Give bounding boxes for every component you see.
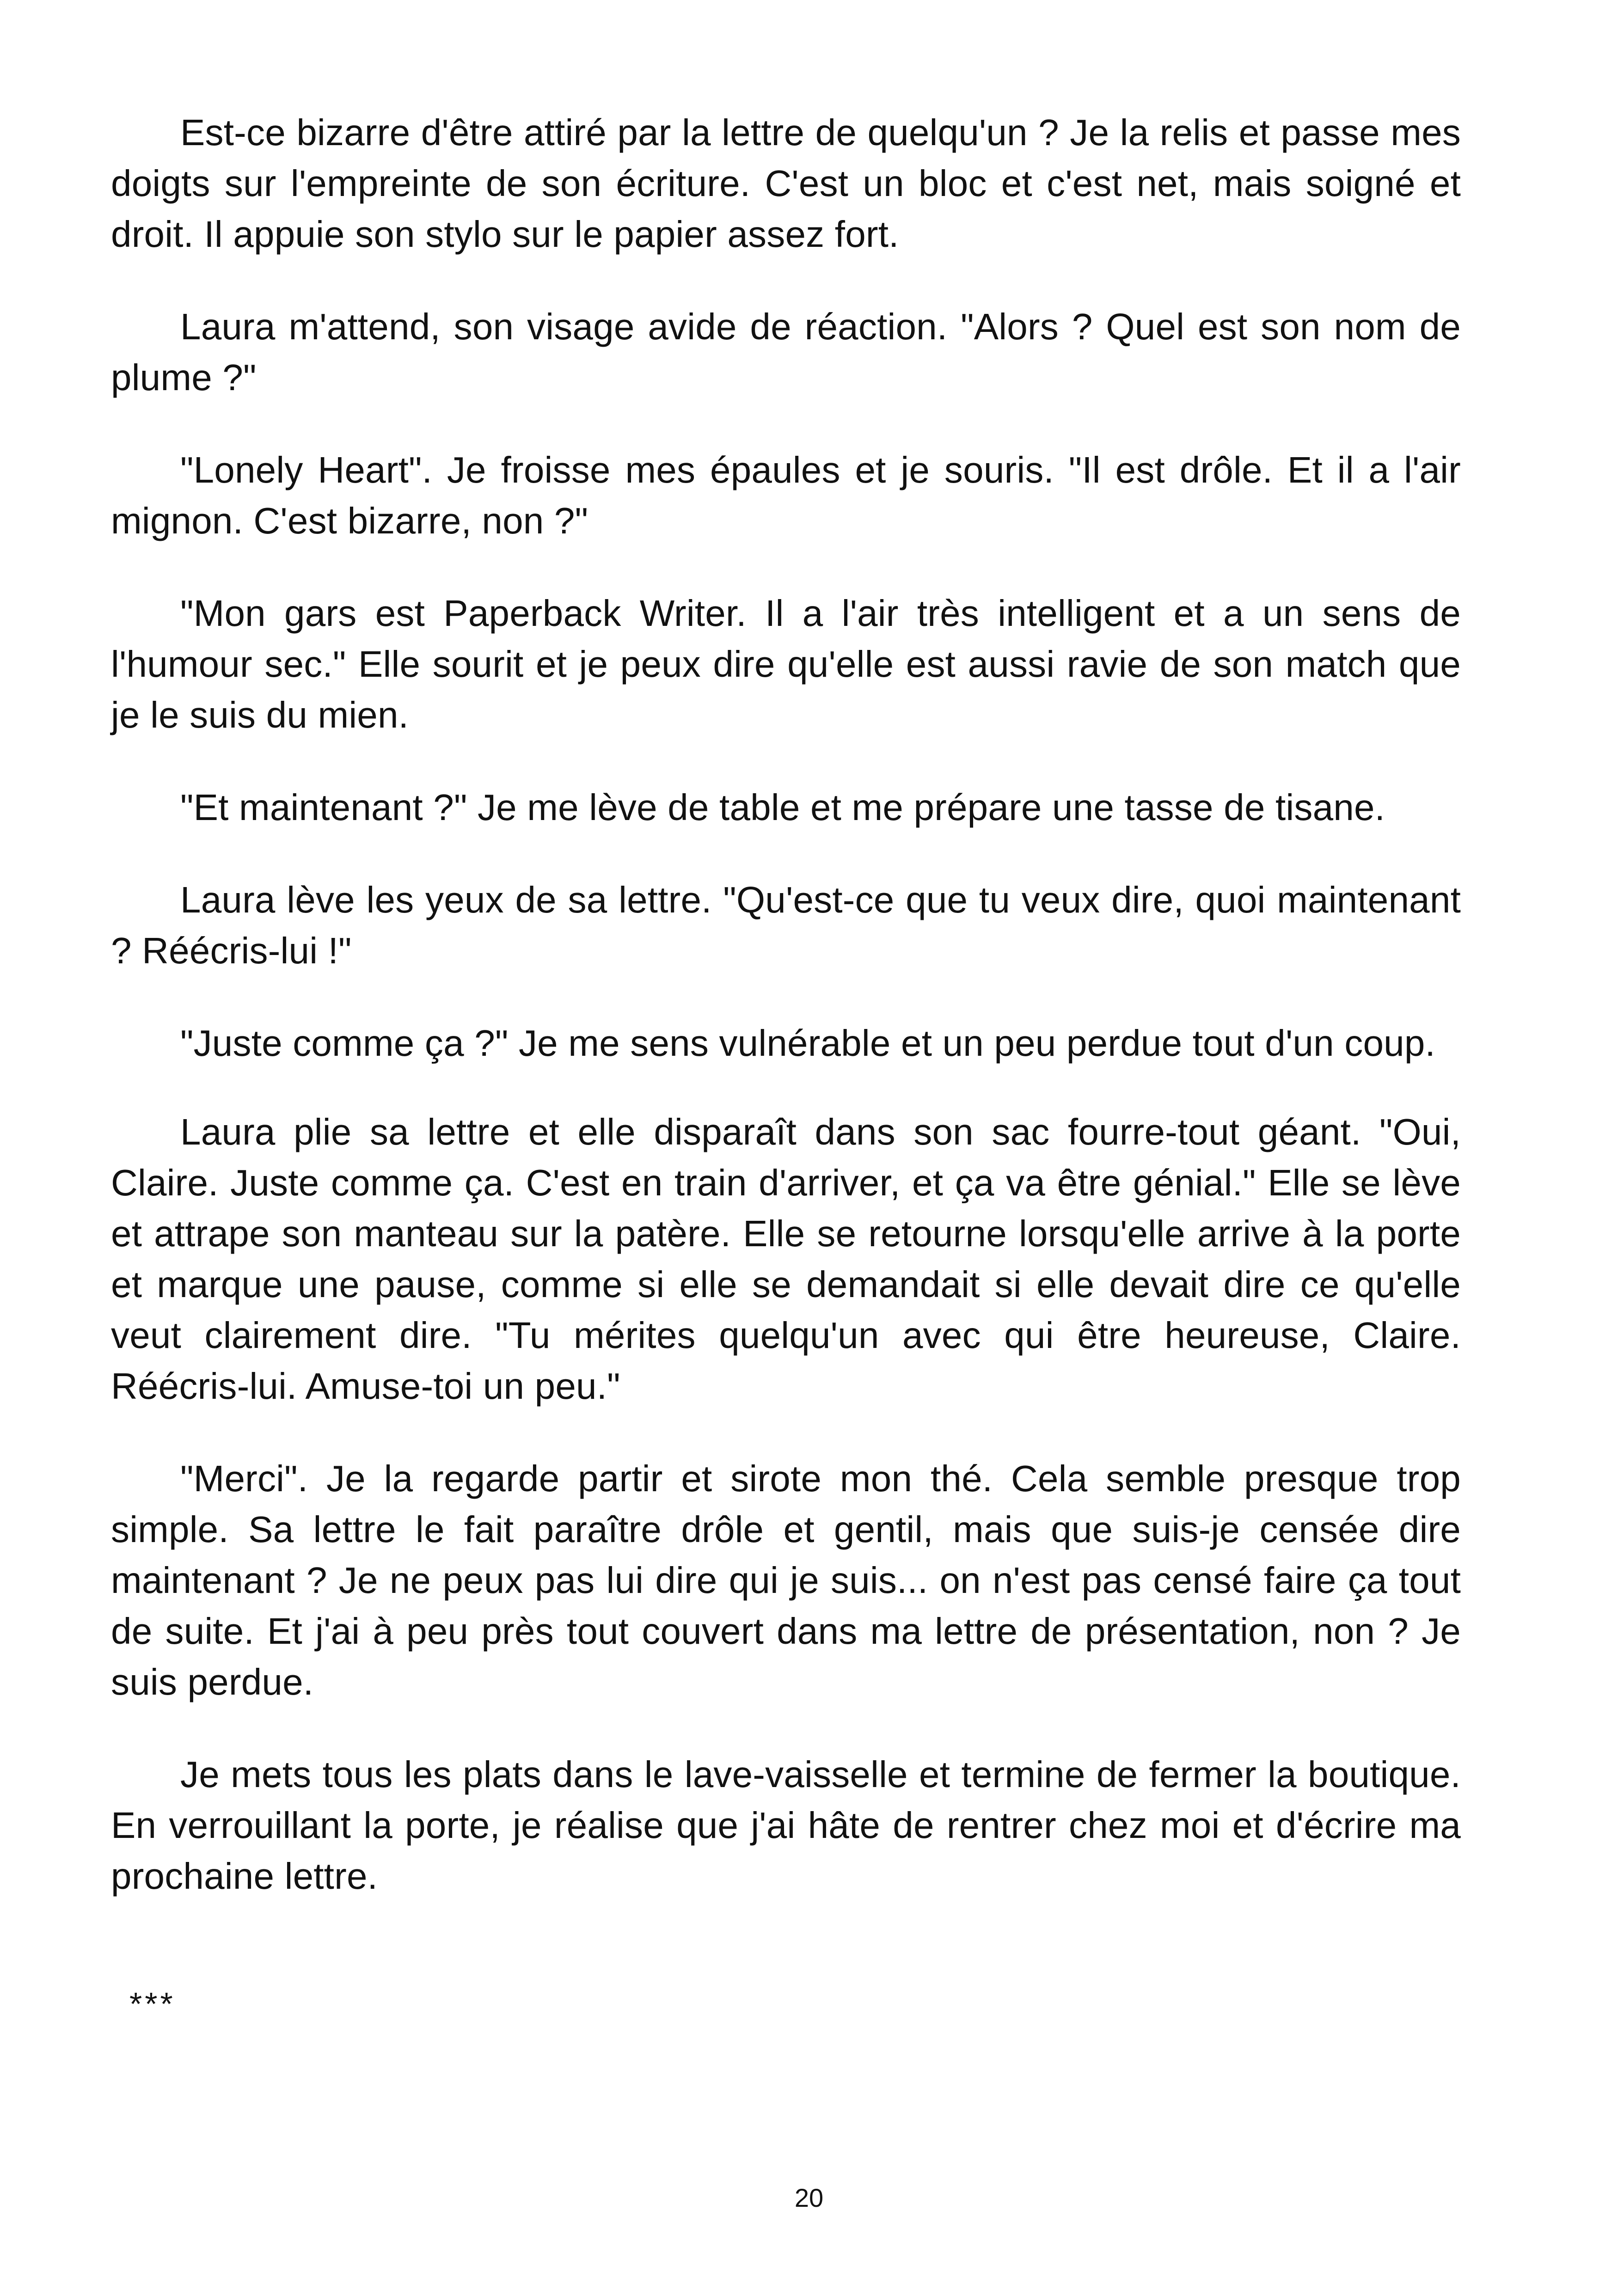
paragraph-7: "Juste comme ça ?" Je me sens vulnérable et un peu perdue tout d'un coup.: [180, 1022, 1435, 1064]
paragraph-3: "Lonely Heart". Je froisse mes épaules et je souris. "Il est drôle. Et il a l'air mignon. C'est bizarre, non ?": [111, 449, 1461, 541]
section-separator: ***: [129, 1986, 176, 2022]
page-number: 20: [794, 2183, 824, 2212]
paragraph-4: "Mon gars est Paperback Writer. Il a l'air très intelligent et a un sens de l'humour sec." Elle sourit et je peux dire qu'elle est aussi ravie de son match que je le suis du mien.: [111, 593, 1461, 735]
paragraph-8: Laura plie sa lettre et elle disparaît dans son sac fourre-tout géant. "Oui, Claire. Juste comme ça. C'est en train d'arriver, et ça va être génial." Elle se lève et attrape son manteau sur la patère. Elle se retourne lorsqu'elle arrive à la porte et marque une pause, comme si elle se demandait si elle devait dire ce qu'elle veut clairement dire. "Tu mérites quelqu'un avec qui être heureuse, Claire. Réécris-lui. Amuse-toi un peu.": [111, 1111, 1461, 1407]
body-text: [111, 107, 1461, 1943]
paragraph-5: "Et maintenant ?" Je me lève de table et me prépare une tasse de tisane.: [180, 787, 1385, 828]
paragraph-2: Laura m'attend, son visage avide de réaction. "Alors ? Quel est son nom de plume ?": [111, 306, 1461, 398]
paragraph-9: "Merci". Je la regarde partir et sirote mon thé. Cela semble presque trop simple. Sa lettre le fait paraître drôle et gentil, mais que suis-je censée dire maintenant ? Je ne peux pas lui dire qui je suis... on n'est pas censé faire ça tout de suite. Et j'ai à peu près tout couvert dans ma lettre de présentation, non ? Je suis perdue.: [111, 1458, 1461, 1702]
paragraph-6: Laura lève les yeux de sa lettre. "Qu'est-ce que tu veux dire, quoi maintenant ? Réécris-lui !": [111, 879, 1461, 971]
paragraph-1: Est-ce bizarre d'être attiré par la lettre de quelqu'un ? Je la relis et passe mes doigts sur l'empreinte de son écriture. C'est un bloc et c'est net, mais soigné et droit. Il appuie son stylo sur le papier assez fort.: [111, 112, 1461, 255]
paragraph-10: Je mets tous les plats dans le lave-vaisselle et termine de fermer la boutique. En verrouillant la porte, je réalise que j'ai hâte de rentrer chez moi et d'écrire ma prochaine lettre.: [111, 1754, 1461, 1897]
